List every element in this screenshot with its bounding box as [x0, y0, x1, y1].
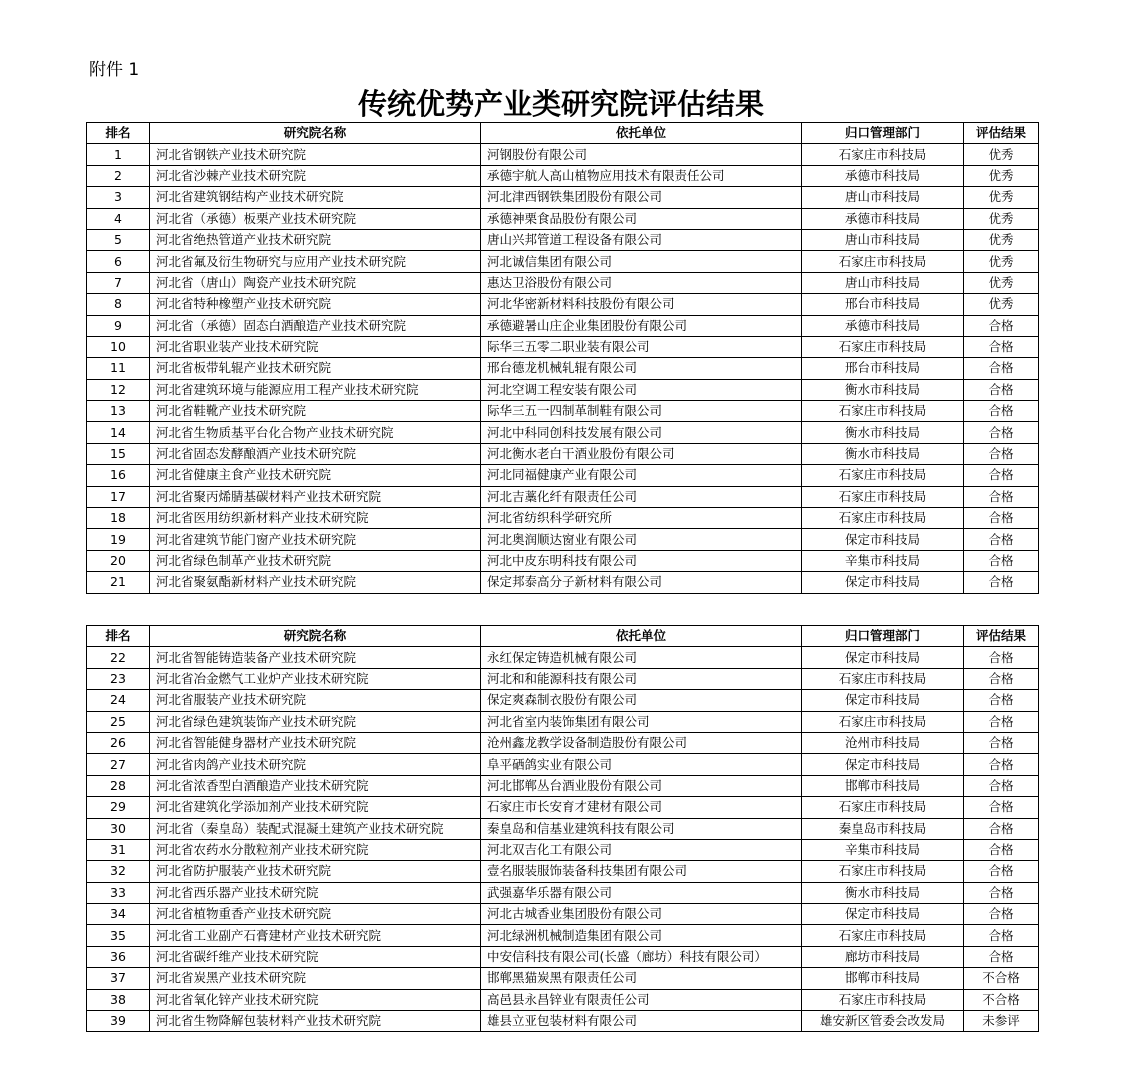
- cell-rank: 13: [87, 401, 150, 422]
- cell-result: 未参评: [964, 1011, 1039, 1032]
- header-result: 评估结果: [964, 626, 1039, 647]
- cell-rank: 32: [87, 861, 150, 882]
- table-row: [87, 379, 1039, 400]
- cell-result: 合格: [964, 465, 1039, 486]
- cell-institute-name: 河北省冶金燃气工业炉产业技术研究院: [150, 668, 481, 689]
- cell-institute-name: 河北省（承德）固态白酒酿造产业技术研究院: [150, 315, 481, 336]
- table-row: [87, 486, 1039, 507]
- cell-result: 合格: [964, 775, 1039, 796]
- table-row: [87, 508, 1039, 529]
- cell-rank: 1: [87, 144, 150, 165]
- table-row: [87, 401, 1039, 422]
- cell-institute-name: 河北省生物降解包装材料产业技术研究院: [150, 1011, 481, 1032]
- cell-institute-name: 河北省植物重香产业技术研究院: [150, 904, 481, 925]
- cell-rank: 26: [87, 732, 150, 753]
- cell-rank: 37: [87, 968, 150, 989]
- header-host-unit: 依托单位: [481, 626, 802, 647]
- table-row: [87, 229, 1039, 250]
- cell-department: 廊坊市科技局: [802, 946, 964, 967]
- cell-institute-name: 河北省固态发酵酿酒产业技术研究院: [150, 443, 481, 464]
- header-institute-name: 研究院名称: [150, 123, 481, 144]
- cell-result: 优秀: [964, 229, 1039, 250]
- cell-rank: 8: [87, 294, 150, 315]
- table-row: [87, 315, 1039, 336]
- cell-result: 合格: [964, 861, 1039, 882]
- cell-host-unit: 承德避暑山庄企业集团股份有限公司: [481, 315, 802, 336]
- cell-host-unit: 河北衡水老白干酒业股份有限公司: [481, 443, 802, 464]
- cell-result: 合格: [964, 925, 1039, 946]
- table-row: [87, 187, 1039, 208]
- cell-result: 合格: [964, 946, 1039, 967]
- cell-department: 石家庄市科技局: [802, 861, 964, 882]
- table-row: [87, 818, 1039, 839]
- cell-department: 石家庄市科技局: [802, 989, 964, 1010]
- cell-rank: 21: [87, 572, 150, 593]
- table-row: [87, 690, 1039, 711]
- cell-host-unit: 唐山兴邦管道工程设备有限公司: [481, 229, 802, 250]
- cell-host-unit: 石家庄市长安育才建材有限公司: [481, 797, 802, 818]
- cell-result: 优秀: [964, 251, 1039, 272]
- table-row: [87, 165, 1039, 186]
- table-header-row: [87, 123, 1039, 144]
- table-row: [87, 668, 1039, 689]
- cell-result: 合格: [964, 797, 1039, 818]
- cell-institute-name: 河北省农药水分散粒剂产业技术研究院: [150, 839, 481, 860]
- cell-department: 承德市科技局: [802, 208, 964, 229]
- cell-department: 邢台市科技局: [802, 358, 964, 379]
- cell-department: 雄安新区管委会改发局: [802, 1011, 964, 1032]
- cell-rank: 23: [87, 668, 150, 689]
- cell-host-unit: 河北诚信集团有限公司: [481, 251, 802, 272]
- cell-institute-name: 河北省肉鸽产业技术研究院: [150, 754, 481, 775]
- table-row: [87, 861, 1039, 882]
- cell-host-unit: 河北古城香业集团股份有限公司: [481, 904, 802, 925]
- table-header-row: [87, 626, 1039, 647]
- cell-department: 石家庄市科技局: [802, 668, 964, 689]
- cell-rank: 22: [87, 647, 150, 668]
- cell-result: 合格: [964, 315, 1039, 336]
- table-row: [87, 797, 1039, 818]
- cell-department: 秦皇岛市科技局: [802, 818, 964, 839]
- cell-result: 合格: [964, 422, 1039, 443]
- cell-result: 合格: [964, 486, 1039, 507]
- cell-host-unit: 壹名服装服饰装备科技集团有限公司: [481, 861, 802, 882]
- cell-host-unit: 河北中科同创科技发展有限公司: [481, 422, 802, 443]
- cell-result: 优秀: [964, 272, 1039, 293]
- cell-department: 保定市科技局: [802, 529, 964, 550]
- cell-rank: 4: [87, 208, 150, 229]
- cell-rank: 14: [87, 422, 150, 443]
- cell-rank: 25: [87, 711, 150, 732]
- cell-department: 衡水市科技局: [802, 882, 964, 903]
- cell-institute-name: 河北省炭黑产业技术研究院: [150, 968, 481, 989]
- cell-host-unit: 河北中皮东明科技有限公司: [481, 550, 802, 571]
- cell-institute-name: 河北省服装产业技术研究院: [150, 690, 481, 711]
- table-row: [87, 946, 1039, 967]
- cell-institute-name: 河北省智能铸造装备产业技术研究院: [150, 647, 481, 668]
- cell-institute-name: 河北省板带轧辊产业技术研究院: [150, 358, 481, 379]
- table-row: [87, 754, 1039, 775]
- table-row: [87, 358, 1039, 379]
- cell-host-unit: 雄县立亚包装材料有限公司: [481, 1011, 802, 1032]
- cell-rank: 35: [87, 925, 150, 946]
- cell-department: 沧州市科技局: [802, 732, 964, 753]
- header-result: 评估结果: [964, 123, 1039, 144]
- cell-host-unit: 惠达卫浴股份有限公司: [481, 272, 802, 293]
- cell-department: 保定市科技局: [802, 904, 964, 925]
- table-row: [87, 925, 1039, 946]
- cell-rank: 15: [87, 443, 150, 464]
- cell-host-unit: 承德神栗食品股份有限公司: [481, 208, 802, 229]
- cell-institute-name: 河北省绿色建筑装饰产业技术研究院: [150, 711, 481, 732]
- cell-rank: 19: [87, 529, 150, 550]
- cell-result: 合格: [964, 336, 1039, 357]
- cell-department: 承德市科技局: [802, 315, 964, 336]
- cell-result: 合格: [964, 668, 1039, 689]
- table-row: [87, 732, 1039, 753]
- table-row: [87, 711, 1039, 732]
- cell-institute-name: 河北省（秦皇岛）装配式混凝土建筑产业技术研究院: [150, 818, 481, 839]
- cell-result: 不合格: [964, 989, 1039, 1010]
- cell-rank: 3: [87, 187, 150, 208]
- cell-rank: 39: [87, 1011, 150, 1032]
- cell-result: 合格: [964, 732, 1039, 753]
- cell-department: 衡水市科技局: [802, 443, 964, 464]
- cell-result: 优秀: [964, 208, 1039, 229]
- cell-institute-name: 河北省绿色制革产业技术研究院: [150, 550, 481, 571]
- cell-institute-name: 河北省鞋靴产业技术研究院: [150, 401, 481, 422]
- results-table-2: [86, 625, 1039, 1032]
- cell-institute-name: 河北省碳纤维产业技术研究院: [150, 946, 481, 967]
- cell-institute-name: 河北省智能健身器材产业技术研究院: [150, 732, 481, 753]
- cell-host-unit: 阜平硒鸽实业有限公司: [481, 754, 802, 775]
- cell-rank: 9: [87, 315, 150, 336]
- cell-result: 优秀: [964, 144, 1039, 165]
- cell-institute-name: 河北省浓香型白酒酿造产业技术研究院: [150, 775, 481, 796]
- cell-department: 衡水市科技局: [802, 379, 964, 400]
- cell-host-unit: 河北绿洲机械制造集团有限公司: [481, 925, 802, 946]
- cell-institute-name: 河北省工业副产石膏建材产业技术研究院: [150, 925, 481, 946]
- cell-institute-name: 河北省聚氨酯新材料产业技术研究院: [150, 572, 481, 593]
- cell-rank: 17: [87, 486, 150, 507]
- cell-rank: 30: [87, 818, 150, 839]
- cell-host-unit: 河北省纺织科学研究所: [481, 508, 802, 529]
- table-row: [87, 647, 1039, 668]
- cell-institute-name: 河北省氟及衍生物研究与应用产业技术研究院: [150, 251, 481, 272]
- cell-host-unit: 河北和和能源科技有限公司: [481, 668, 802, 689]
- cell-department: 保定市科技局: [802, 572, 964, 593]
- header-institute-name: 研究院名称: [150, 626, 481, 647]
- cell-result: 不合格: [964, 968, 1039, 989]
- table-row: [87, 1011, 1039, 1032]
- cell-department: 石家庄市科技局: [802, 508, 964, 529]
- cell-institute-name: 河北省聚丙烯腈基碳材料产业技术研究院: [150, 486, 481, 507]
- cell-rank: 16: [87, 465, 150, 486]
- cell-host-unit: 河北奥润顺达窗业有限公司: [481, 529, 802, 550]
- cell-host-unit: 保定爽森制衣股份有限公司: [481, 690, 802, 711]
- cell-host-unit: 河北华密新材料科技股份有限公司: [481, 294, 802, 315]
- cell-result: 合格: [964, 379, 1039, 400]
- table-row: [87, 904, 1039, 925]
- cell-rank: 12: [87, 379, 150, 400]
- header-department: 归口管理部门: [802, 123, 964, 144]
- cell-rank: 34: [87, 904, 150, 925]
- cell-host-unit: 邢台德龙机械轧辊有限公司: [481, 358, 802, 379]
- cell-department: 石家庄市科技局: [802, 711, 964, 732]
- cell-rank: 20: [87, 550, 150, 571]
- cell-institute-name: 河北省职业装产业技术研究院: [150, 336, 481, 357]
- cell-host-unit: 保定邦泰高分子新材料有限公司: [481, 572, 802, 593]
- cell-department: 保定市科技局: [802, 754, 964, 775]
- cell-rank: 7: [87, 272, 150, 293]
- cell-result: 优秀: [964, 294, 1039, 315]
- cell-department: 石家庄市科技局: [802, 336, 964, 357]
- cell-rank: 6: [87, 251, 150, 272]
- cell-result: 合格: [964, 818, 1039, 839]
- table-row: [87, 251, 1039, 272]
- table-row: [87, 775, 1039, 796]
- cell-department: 承德市科技局: [802, 165, 964, 186]
- cell-host-unit: 高邑县永昌锌业有限责任公司: [481, 989, 802, 1010]
- cell-rank: 10: [87, 336, 150, 357]
- cell-department: 唐山市科技局: [802, 272, 964, 293]
- cell-host-unit: 河北空调工程安装有限公司: [481, 379, 802, 400]
- cell-rank: 11: [87, 358, 150, 379]
- cell-host-unit: 际华三五零二职业装有限公司: [481, 336, 802, 357]
- table-row: [87, 529, 1039, 550]
- table-row: [87, 294, 1039, 315]
- cell-host-unit: 邯郸黑猫炭黑有限责任公司: [481, 968, 802, 989]
- cell-department: 石家庄市科技局: [802, 486, 964, 507]
- cell-department: 保定市科技局: [802, 690, 964, 711]
- cell-institute-name: 河北省建筑环境与能源应用工程产业技术研究院: [150, 379, 481, 400]
- cell-result: 合格: [964, 754, 1039, 775]
- cell-result: 合格: [964, 904, 1039, 925]
- cell-result: 合格: [964, 572, 1039, 593]
- cell-rank: 28: [87, 775, 150, 796]
- table-row: [87, 989, 1039, 1010]
- cell-rank: 31: [87, 839, 150, 860]
- cell-institute-name: 河北省健康主食产业技术研究院: [150, 465, 481, 486]
- cell-institute-name: 河北省西乐器产业技术研究院: [150, 882, 481, 903]
- cell-department: 辛集市科技局: [802, 550, 964, 571]
- cell-result: 合格: [964, 647, 1039, 668]
- cell-host-unit: 河北邯郸丛台酒业股份有限公司: [481, 775, 802, 796]
- cell-rank: 24: [87, 690, 150, 711]
- cell-department: 邯郸市科技局: [802, 968, 964, 989]
- cell-institute-name: 河北省绝热管道产业技术研究院: [150, 229, 481, 250]
- cell-result: 合格: [964, 711, 1039, 732]
- cell-host-unit: 武强嘉华乐器有限公司: [481, 882, 802, 903]
- cell-department: 石家庄市科技局: [802, 401, 964, 422]
- cell-host-unit: 河北双吉化工有限公司: [481, 839, 802, 860]
- cell-result: 合格: [964, 882, 1039, 903]
- cell-result: 合格: [964, 401, 1039, 422]
- cell-department: 保定市科技局: [802, 647, 964, 668]
- cell-rank: 27: [87, 754, 150, 775]
- page-title: 传统优势产业类研究院评估结果: [357, 87, 764, 121]
- cell-department: 邢台市科技局: [802, 294, 964, 315]
- cell-result: 合格: [964, 690, 1039, 711]
- cell-host-unit: 沧州鑫龙教学设备制造股份有限公司: [481, 732, 802, 753]
- cell-result: 优秀: [964, 187, 1039, 208]
- cell-rank: 38: [87, 989, 150, 1010]
- cell-result: 合格: [964, 508, 1039, 529]
- cell-result: 优秀: [964, 165, 1039, 186]
- cell-institute-name: 河北省防护服装产业技术研究院: [150, 861, 481, 882]
- cell-institute-name: 河北省医用纺织新材料产业技术研究院: [150, 508, 481, 529]
- cell-host-unit: 永红保定铸造机械有限公司: [481, 647, 802, 668]
- header-host-unit: 依托单位: [481, 123, 802, 144]
- cell-result: 合格: [964, 529, 1039, 550]
- cell-institute-name: 河北省（承德）板栗产业技术研究院: [150, 208, 481, 229]
- cell-institute-name: 河北省生物质基平台化合物产业技术研究院: [150, 422, 481, 443]
- table-row: [87, 144, 1039, 165]
- cell-department: 石家庄市科技局: [802, 465, 964, 486]
- cell-host-unit: 河钢股份有限公司: [481, 144, 802, 165]
- table-row: [87, 550, 1039, 571]
- cell-rank: 5: [87, 229, 150, 250]
- results-table-1: [86, 122, 1039, 594]
- cell-host-unit: 河北省室内装饰集团有限公司: [481, 711, 802, 732]
- cell-host-unit: 河北吉藁化纤有限责任公司: [481, 486, 802, 507]
- header-rank: 排名: [87, 123, 150, 144]
- cell-department: 石家庄市科技局: [802, 925, 964, 946]
- table-row: [87, 208, 1039, 229]
- cell-result: 合格: [964, 550, 1039, 571]
- cell-host-unit: 中安信科技有限公司(长盛（廊坊）科技有限公司）: [481, 946, 802, 967]
- table-row: [87, 968, 1039, 989]
- cell-result: 合格: [964, 443, 1039, 464]
- table-row: [87, 465, 1039, 486]
- cell-result: 合格: [964, 839, 1039, 860]
- cell-department: 唐山市科技局: [802, 187, 964, 208]
- header-department: 归口管理部门: [802, 626, 964, 647]
- table-row: [87, 272, 1039, 293]
- cell-department: 衡水市科技局: [802, 422, 964, 443]
- cell-host-unit: 承德宇航人高山植物应用技术有限责任公司: [481, 165, 802, 186]
- cell-institute-name: 河北省建筑节能门窗产业技术研究院: [150, 529, 481, 550]
- cell-institute-name: 河北省氧化锌产业技术研究院: [150, 989, 481, 1010]
- cell-institute-name: 河北省建筑化学添加剂产业技术研究院: [150, 797, 481, 818]
- cell-host-unit: 河北同福健康产业有限公司: [481, 465, 802, 486]
- table-row: [87, 336, 1039, 357]
- cell-host-unit: 河北津西钢铁集团股份有限公司: [481, 187, 802, 208]
- cell-department: 辛集市科技局: [802, 839, 964, 860]
- table-row: [87, 882, 1039, 903]
- cell-department: 石家庄市科技局: [802, 797, 964, 818]
- cell-rank: 33: [87, 882, 150, 903]
- cell-host-unit: 秦皇岛和信基业建筑科技有限公司: [481, 818, 802, 839]
- cell-institute-name: 河北省钢铁产业技术研究院: [150, 144, 481, 165]
- header-rank: 排名: [87, 626, 150, 647]
- cell-institute-name: 河北省特种橡塑产业技术研究院: [150, 294, 481, 315]
- cell-rank: 18: [87, 508, 150, 529]
- cell-rank: 36: [87, 946, 150, 967]
- attachment-label: 附件 1: [89, 60, 140, 80]
- cell-result: 合格: [964, 358, 1039, 379]
- cell-institute-name: 河北省（唐山）陶瓷产业技术研究院: [150, 272, 481, 293]
- cell-department: 石家庄市科技局: [802, 144, 964, 165]
- cell-rank: 2: [87, 165, 150, 186]
- cell-institute-name: 河北省沙棘产业技术研究院: [150, 165, 481, 186]
- table-row: [87, 422, 1039, 443]
- cell-department: 石家庄市科技局: [802, 251, 964, 272]
- cell-host-unit: 际华三五一四制革制鞋有限公司: [481, 401, 802, 422]
- cell-rank: 29: [87, 797, 150, 818]
- table-row: [87, 839, 1039, 860]
- table-row: [87, 572, 1039, 593]
- cell-department: 邯郸市科技局: [802, 775, 964, 796]
- table-row: [87, 443, 1039, 464]
- cell-institute-name: 河北省建筑钢结构产业技术研究院: [150, 187, 481, 208]
- cell-department: 唐山市科技局: [802, 229, 964, 250]
